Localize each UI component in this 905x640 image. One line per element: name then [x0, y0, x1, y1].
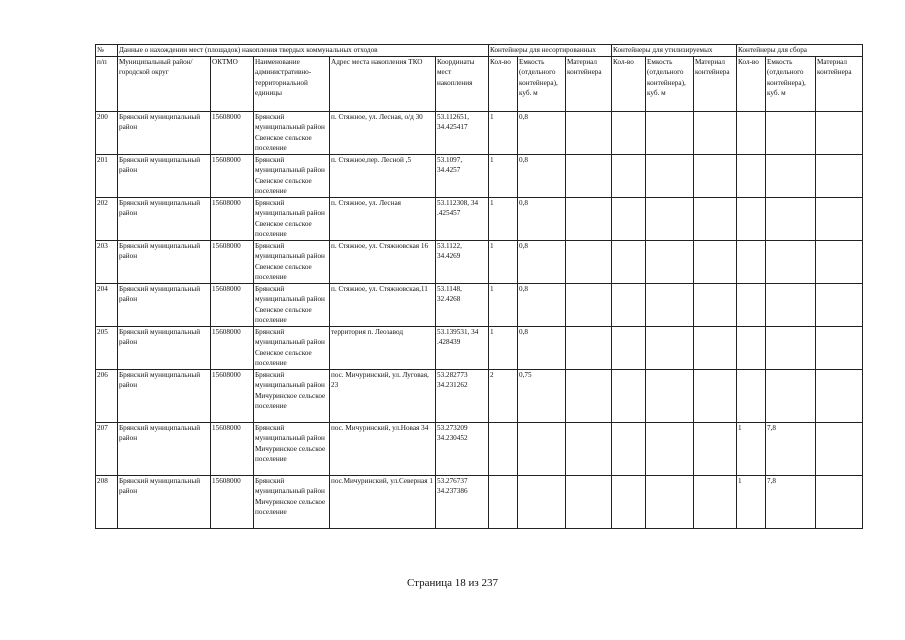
recycle-count-cell [612, 240, 646, 283]
collect-count-cell [737, 369, 766, 422]
collect-count-cell: 1 [737, 422, 766, 475]
header-admin-unit: Наименование административно-территориальной единицы [254, 56, 330, 111]
oktmo-cell: 15608000 [211, 111, 254, 154]
unsorted-material-cell [566, 326, 612, 369]
header-collect-material: Материал контейнера [816, 56, 863, 111]
recycle-capacity-cell [646, 111, 694, 154]
unsorted-count-cell: 1 [489, 240, 518, 283]
unsorted-material-cell [566, 240, 612, 283]
collect-count-cell [737, 154, 766, 197]
coords-cell: 53.276737 34.237386 [436, 475, 489, 528]
recycle-material-cell [694, 240, 737, 283]
header-oktmo: ОКТМО [211, 56, 254, 111]
header-group-unsorted: Контейнеры для несортированных [489, 45, 612, 57]
row-number: 205 [96, 326, 118, 369]
collect-capacity-cell [766, 326, 816, 369]
recycle-capacity-cell [646, 369, 694, 422]
row-number: 202 [96, 197, 118, 240]
header-collect-count: Кол-во [737, 56, 766, 111]
oktmo-cell: 15608000 [211, 154, 254, 197]
table-row [96, 240, 863, 283]
table-row [96, 422, 863, 475]
admin-unit-cell: Брянский муниципальный район Свенское сельское поселение [254, 111, 330, 154]
row-number: 204 [96, 283, 118, 326]
coords-cell: 53.112651, 34.425417 [436, 111, 489, 154]
unsorted-material-cell [566, 422, 612, 475]
collect-capacity-cell [766, 369, 816, 422]
recycle-count-cell [612, 422, 646, 475]
recycle-count-cell [612, 369, 646, 422]
unsorted-capacity-cell [518, 422, 566, 475]
collect-capacity-cell [766, 283, 816, 326]
unsorted-count-cell [489, 422, 518, 475]
collect-material-cell [816, 326, 863, 369]
table-row [96, 283, 863, 326]
recycle-capacity-cell [646, 283, 694, 326]
collect-count-cell [737, 111, 766, 154]
recycle-capacity-cell [646, 240, 694, 283]
collect-count-cell [737, 326, 766, 369]
row-number: 200 [96, 111, 118, 154]
admin-unit-cell: Брянский муниципальный район Мичуринское сельское поселение [254, 422, 330, 475]
collect-material-cell [816, 422, 863, 475]
unsorted-count-cell: 1 [489, 326, 518, 369]
table-row [96, 154, 863, 197]
coords-cell: 53.112308, 34 .425457 [436, 197, 489, 240]
collect-count-cell [737, 283, 766, 326]
recycle-material-cell [694, 111, 737, 154]
recycle-material-cell [694, 326, 737, 369]
table-row [96, 197, 863, 240]
unsorted-capacity-cell: 0,8 [518, 197, 566, 240]
admin-unit-cell: Брянский муниципальный район Мичуринское сельское поселение [254, 369, 330, 422]
admin-unit-cell: Брянский муниципальный район Свенское сельское поселение [254, 326, 330, 369]
unsorted-material-cell [566, 154, 612, 197]
row-number: 201 [96, 154, 118, 197]
collect-material-cell [816, 111, 863, 154]
district-cell: Брянский муниципальный район [118, 154, 211, 197]
admin-unit-cell: Брянский муниципальный район Свенское сельское поселение [254, 240, 330, 283]
header-recycle-capacity: Емкость (отдельного контейнера), куб. м [646, 56, 694, 111]
unsorted-material-cell [566, 197, 612, 240]
collect-capacity-cell [766, 111, 816, 154]
row-number: 208 [96, 475, 118, 528]
address-cell: территория п. Леозавод [330, 326, 436, 369]
collect-capacity-cell [766, 154, 816, 197]
admin-unit-cell: Брянский муниципальный район Свенское сельское поселение [254, 154, 330, 197]
header-group-recycle: Контейнеры для утилизируемых [612, 45, 737, 57]
coords-cell: 53.1122, 34.4269 [436, 240, 489, 283]
collect-count-cell: 1 [737, 475, 766, 528]
district-cell: Брянский муниципальный район [118, 475, 211, 528]
page-number: Страница 18 из 237 [406, 577, 499, 589]
recycle-count-cell [612, 111, 646, 154]
collect-capacity-cell: 7,8 [766, 422, 816, 475]
oktmo-cell: 15608000 [211, 326, 254, 369]
table-row [96, 111, 863, 154]
collect-count-cell [737, 240, 766, 283]
admin-unit-cell: Брянский муниципальный район Свенское сельское поселение [254, 283, 330, 326]
header-group-main: Данные о нахождении мест (площадок) накопления твердых коммунальных отходов [118, 45, 489, 57]
recycle-material-cell [694, 422, 737, 475]
header-unsorted-count: Кол-во [489, 56, 518, 111]
oktmo-cell: 15608000 [211, 197, 254, 240]
address-cell: пос.Мичуринский, ул.Северная 1 [330, 475, 436, 528]
oktmo-cell: 15608000 [211, 422, 254, 475]
address-cell: п. Стяжное, ул. Лесная [330, 197, 436, 240]
oktmo-cell: 15608000 [211, 475, 254, 528]
header-num-sub: п/п [96, 56, 118, 111]
unsorted-count-cell: 1 [489, 197, 518, 240]
collect-material-cell [816, 369, 863, 422]
header-unsorted-capacity: Емкость (отдельного контейнера), куб. м [518, 56, 566, 111]
row-number: 207 [96, 422, 118, 475]
collect-count-cell [737, 197, 766, 240]
collect-material-cell [816, 240, 863, 283]
recycle-count-cell [612, 326, 646, 369]
recycle-material-cell [694, 475, 737, 528]
recycle-material-cell [694, 197, 737, 240]
header-unsorted-material: Материал контейнера [566, 56, 612, 111]
unsorted-capacity-cell: 0,75 [518, 369, 566, 422]
recycle-count-cell [612, 475, 646, 528]
unsorted-capacity-cell: 0,8 [518, 283, 566, 326]
oktmo-cell: 15608000 [211, 240, 254, 283]
unsorted-count-cell: 2 [489, 369, 518, 422]
address-cell: п. Стяжное, ул. Лесная, о/д 30 [330, 111, 436, 154]
header-district: Муниципальный район/городской округ [118, 56, 211, 111]
recycle-material-cell [694, 369, 737, 422]
header-recycle-count: Кол-во [612, 56, 646, 111]
oktmo-cell: 15608000 [211, 283, 254, 326]
recycle-material-cell [694, 154, 737, 197]
unsorted-capacity-cell [518, 475, 566, 528]
collect-capacity-cell [766, 240, 816, 283]
header-coords: Координаты мест накопления [436, 56, 489, 111]
coords-cell: 53.1097, 34.4257 [436, 154, 489, 197]
header-num: № [96, 45, 118, 57]
table-row [96, 326, 863, 369]
unsorted-material-cell [566, 111, 612, 154]
waste-sites-table [95, 44, 863, 529]
collect-capacity-cell: 7,8 [766, 475, 816, 528]
unsorted-count-cell: 1 [489, 154, 518, 197]
unsorted-count-cell: 1 [489, 111, 518, 154]
admin-unit-cell: Брянский муниципальный район Мичуринское сельское поселение [254, 475, 330, 528]
recycle-capacity-cell [646, 197, 694, 240]
coords-cell: 53.282773 34.231262 [436, 369, 489, 422]
oktmo-cell: 15608000 [211, 369, 254, 422]
recycle-capacity-cell [646, 422, 694, 475]
header-recycle-material: Материал контейнера [694, 56, 737, 111]
address-cell: п. Стяжное,пер. Лесной ,5 [330, 154, 436, 197]
coords-cell: 53.1148, 32.4268 [436, 283, 489, 326]
district-cell: Брянский муниципальный район [118, 422, 211, 475]
district-cell: Брянский муниципальный район [118, 111, 211, 154]
district-cell: Брянский муниципальный район [118, 283, 211, 326]
address-cell: п. Стяжное, ул. Стяжновская,11 [330, 283, 436, 326]
unsorted-material-cell [566, 369, 612, 422]
unsorted-capacity-cell: 0,8 [518, 111, 566, 154]
collect-material-cell [816, 197, 863, 240]
address-cell: пос. Мичуринский, ул. Луговая, 23 [330, 369, 436, 422]
unsorted-count-cell [489, 475, 518, 528]
district-cell: Брянский муниципальный район [118, 197, 211, 240]
district-cell: Брянский муниципальный район [118, 369, 211, 422]
header-group-collect: Контейнеры для сбора [737, 45, 863, 57]
recycle-capacity-cell [646, 475, 694, 528]
district-cell: Брянский муниципальный район [118, 240, 211, 283]
unsorted-capacity-cell: 0,8 [518, 154, 566, 197]
recycle-material-cell [694, 283, 737, 326]
address-cell: пос. Мичуринский, ул.Новая 34 [330, 422, 436, 475]
header-collect-capacity: Емкость (отдельного контейнера), куб. м [766, 56, 816, 111]
recycle-count-cell [612, 197, 646, 240]
recycle-capacity-cell [646, 154, 694, 197]
unsorted-material-cell [566, 283, 612, 326]
coords-cell: 53.273209 34.230452 [436, 422, 489, 475]
unsorted-capacity-cell: 0,8 [518, 326, 566, 369]
district-cell: Брянский муниципальный район [118, 326, 211, 369]
recycle-capacity-cell [646, 326, 694, 369]
admin-unit-cell: Брянский муниципальный район Свенское сельское поселение [254, 197, 330, 240]
unsorted-capacity-cell: 0,8 [518, 240, 566, 283]
address-cell: п. Стяжное, ул. Стяжновская 16 [330, 240, 436, 283]
table-row [96, 369, 863, 422]
collect-material-cell [816, 154, 863, 197]
collect-material-cell [816, 475, 863, 528]
header-row-columns [96, 56, 863, 111]
unsorted-material-cell [566, 475, 612, 528]
row-number: 203 [96, 240, 118, 283]
unsorted-count-cell: 1 [489, 283, 518, 326]
collect-material-cell [816, 283, 863, 326]
header-row-groups [96, 45, 863, 57]
collect-capacity-cell [766, 197, 816, 240]
table-row [96, 475, 863, 528]
header-address: Адрес места накопления ТКО [330, 56, 436, 111]
recycle-count-cell [612, 283, 646, 326]
coords-cell: 53.139531, 34 .428439 [436, 326, 489, 369]
recycle-count-cell [612, 154, 646, 197]
row-number: 206 [96, 369, 118, 422]
